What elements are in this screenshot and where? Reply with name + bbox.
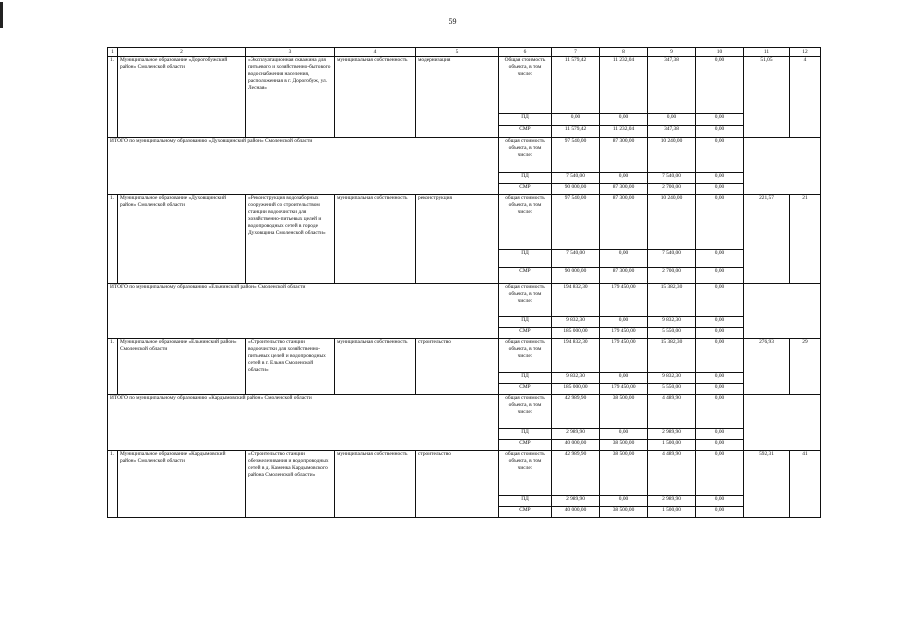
value-cell: 15 382,30 [648, 339, 696, 373]
pd-label: ПД [499, 429, 552, 440]
value-cell: 5 550,00 [648, 328, 696, 339]
value-cell: 0,00 [696, 138, 744, 173]
table-row [108, 339, 821, 373]
total-cost-label: общая стоимость объекта, в том числе: [499, 284, 552, 317]
col-header: 3 [246, 48, 335, 57]
empty-cell [744, 395, 821, 451]
value-cell: 9 832,30 [552, 373, 600, 384]
row-number: 1. [108, 195, 118, 284]
value-cell: 0,00 [600, 496, 648, 507]
col11-value: 51,05 [744, 57, 790, 138]
total-title: ИТОГО по муниципальному образованию «Кардымовский район» Смоленской области [108, 395, 499, 451]
value-cell: 0,00 [696, 429, 744, 440]
value-cell: 0,00 [696, 184, 744, 195]
table-row [108, 284, 821, 317]
value-cell: 9 832,30 [648, 317, 696, 328]
table-row [108, 138, 821, 173]
object-cell: «Эксплуатационная скважина для питьевого и хозяйственно-бытового водоснабжения населения, расположенная в г. Дорогобуж, ул. Лесная» [246, 57, 335, 138]
value-cell: 0,00 [696, 440, 744, 451]
value-cell: 10 240,00 [648, 195, 696, 250]
value-cell: 0,00 [552, 114, 600, 126]
col-header: 11 [744, 48, 790, 57]
value-cell: 0,00 [696, 384, 744, 395]
work-type-cell: строительство [416, 339, 499, 395]
municipality-cell: Муниципальное образование «Кардымовский район» Смоленской области [118, 451, 246, 518]
col-header: 1 [108, 48, 118, 57]
pd-label: ПД [499, 250, 552, 268]
work-type-cell: реконструкция [416, 195, 499, 284]
value-cell: 194 832,30 [552, 339, 600, 373]
row-number: 1. [108, 339, 118, 395]
value-cell: 40 000,00 [552, 440, 600, 451]
pd-label: ПД [499, 496, 552, 507]
value-cell: 9 832,30 [648, 373, 696, 384]
total-cost-label: общая стоимость объекта, в том числе: [499, 195, 552, 250]
value-cell: 0,00 [696, 126, 744, 138]
ownership-cell: муниципальная собственность [335, 195, 416, 284]
smr-label: СМР [499, 268, 552, 284]
value-cell: 87 300,00 [600, 184, 648, 195]
value-cell: 0,00 [696, 268, 744, 284]
value-cell: 7 540,00 [648, 173, 696, 184]
work-type-cell: модернизация [416, 57, 499, 138]
value-cell: 0,00 [696, 57, 744, 114]
value-cell: 0,00 [696, 284, 744, 317]
value-cell: 42 989,90 [552, 395, 600, 429]
value-cell: 179 450,00 [600, 384, 648, 395]
table-row [108, 195, 821, 250]
value-cell: 2 989,90 [648, 429, 696, 440]
value-cell: 87 300,00 [600, 268, 648, 284]
value-cell: 97 540,00 [552, 195, 600, 250]
value-cell: 0,00 [600, 250, 648, 268]
value-cell: 0,00 [600, 317, 648, 328]
table-row [108, 451, 821, 496]
municipality-cell: Муниципальное образование «Дорогобужский район» Смоленской области [118, 57, 246, 138]
col-header: 12 [790, 48, 821, 57]
total-cost-label: Общая стоимость объекта, в том числе: [499, 57, 552, 114]
municipality-cell: Муниципальное образование «Ельнинский район» Смоленской области [118, 339, 246, 395]
empty-cell [744, 284, 821, 339]
object-cell: «Реконструкция водозаборных сооружений со строительством станции водоочистки для хозяйственно-питьевых целей и водопроводных сетей в городе Духовщина Смоленской области» [246, 195, 335, 284]
total-cost-label: общая стоимость объекта, в том числе: [499, 339, 552, 373]
smr-label: СМР [499, 384, 552, 395]
col-header: 7 [552, 48, 600, 57]
pd-label: ПД [499, 373, 552, 384]
pd-label: ПД [499, 173, 552, 184]
object-cell: «Строительство станции водоочистки для хозяйственно-питьевых целей и водопроводных сетей в г. Ельня Смоленской области» [246, 339, 335, 395]
col11-value: 592,31 [744, 451, 790, 518]
value-cell: 11 579,42 [552, 126, 600, 138]
row-number: 1. [108, 451, 118, 518]
header-row [108, 48, 821, 57]
total-cost-label: общая стоимость объекта, в том числе: [499, 138, 552, 173]
value-cell: 0,00 [600, 114, 648, 126]
value-cell: 0,00 [696, 395, 744, 429]
total-title: ИТОГО по муниципальному образованию «Духовщинский район» Смоленской области [108, 138, 499, 195]
value-cell: 0,00 [696, 328, 744, 339]
value-cell: 87 300,00 [600, 138, 648, 173]
value-cell: 38 500,00 [600, 507, 648, 518]
value-cell: 42 989,90 [552, 451, 600, 496]
page-number: 59 [448, 17, 457, 26]
value-cell: 2 700,00 [648, 268, 696, 284]
value-cell: 1 500,00 [648, 507, 696, 518]
work-type-cell: строительство [416, 451, 499, 518]
value-cell: 0,00 [648, 114, 696, 126]
value-cell: 38 500,00 [600, 440, 648, 451]
value-cell: 4 489,90 [648, 451, 696, 496]
value-cell: 347,38 [648, 57, 696, 114]
value-cell: 0,00 [696, 317, 744, 328]
value-cell: 0,00 [696, 173, 744, 184]
smr-label: СМР [499, 126, 552, 138]
smr-label: СМР [499, 184, 552, 195]
value-cell: 0,00 [600, 173, 648, 184]
col-header: 9 [648, 48, 696, 57]
col11-value: 221,57 [744, 195, 790, 284]
table-row [108, 395, 821, 429]
value-cell: 1 500,00 [648, 440, 696, 451]
ownership-cell: муниципальная собственность [335, 339, 416, 395]
value-cell: 38 500,00 [600, 395, 648, 429]
col-header: 10 [696, 48, 744, 57]
total-title: ИТОГО по муниципальному образованию «Ельнинский район» Смоленской области [108, 284, 499, 339]
col12-value: 29 [790, 339, 821, 395]
value-cell: 11 579,42 [552, 57, 600, 114]
value-cell: 0,00 [600, 373, 648, 384]
smr-label: СМР [499, 440, 552, 451]
value-cell: 4 489,90 [648, 395, 696, 429]
value-cell: 7 540,00 [648, 250, 696, 268]
value-cell: 2 989,90 [552, 429, 600, 440]
total-cost-label: общая стоимость объекта, в том числе: [499, 395, 552, 429]
smr-label: СМР [499, 328, 552, 339]
row-number: 1. [108, 57, 118, 138]
col-header: 6 [499, 48, 552, 57]
value-cell: 7 540,00 [552, 173, 600, 184]
value-cell: 10 240,00 [648, 138, 696, 173]
value-cell: 179 450,00 [600, 284, 648, 317]
value-cell: 38 500,00 [600, 451, 648, 496]
value-cell: 0,00 [696, 195, 744, 250]
empty-cell [744, 138, 821, 195]
total-cost-label: общая стоимость объекта, в том числе: [499, 451, 552, 496]
value-cell: 0,00 [696, 451, 744, 496]
col-header: 4 [335, 48, 416, 57]
col12-value: 21 [790, 195, 821, 284]
col11-value: 276,93 [744, 339, 790, 395]
municipality-cell: Муниципальное образование «Духовщинский район» Смоленской области [118, 195, 246, 284]
value-cell: 2 989,90 [552, 496, 600, 507]
value-cell: 0,00 [696, 496, 744, 507]
value-cell: 40 000,00 [552, 507, 600, 518]
value-cell: 185 000,00 [552, 384, 600, 395]
value-cell: 97 540,00 [552, 138, 600, 173]
col-header: 2 [118, 48, 246, 57]
value-cell: 15 382,30 [648, 284, 696, 317]
value-cell: 9 832,30 [552, 317, 600, 328]
col-header: 8 [600, 48, 648, 57]
value-cell: 0,00 [696, 373, 744, 384]
value-cell: 2 989,90 [648, 496, 696, 507]
value-cell: 7 540,00 [552, 250, 600, 268]
ownership-cell: муниципальная собственность [335, 451, 416, 518]
value-cell: 0,00 [696, 507, 744, 518]
value-cell: 347,38 [648, 126, 696, 138]
value-cell: 0,00 [696, 250, 744, 268]
value-cell: 2 700,00 [648, 184, 696, 195]
value-cell: 0,00 [600, 429, 648, 440]
value-cell: 87 300,00 [600, 195, 648, 250]
col12-value: 41 [790, 451, 821, 518]
col-header: 5 [416, 48, 499, 57]
value-cell: 11 232,04 [600, 126, 648, 138]
object-cell: «Строительство станции обезжелезивания и водопроводных сетей в д. Каменка Кардымовского района Смоленской области» [246, 451, 335, 518]
value-cell: 185 000,00 [552, 328, 600, 339]
value-cell: 194 832,30 [552, 284, 600, 317]
value-cell: 0,00 [696, 114, 744, 126]
pd-label: ПД [499, 114, 552, 126]
program-table [107, 47, 821, 518]
ownership-cell: муниципальная собственность [335, 57, 416, 138]
value-cell: 90 000,00 [552, 268, 600, 284]
value-cell: 11 232,04 [600, 57, 648, 114]
table-row [108, 57, 821, 114]
value-cell: 90 000,00 [552, 184, 600, 195]
value-cell: 179 450,00 [600, 328, 648, 339]
value-cell: 179 450,00 [600, 339, 648, 373]
value-cell: 5 550,00 [648, 384, 696, 395]
smr-label: СМР [499, 507, 552, 518]
value-cell: 0,00 [696, 339, 744, 373]
pd-label: ПД [499, 317, 552, 328]
col12-value: 4 [790, 57, 821, 138]
